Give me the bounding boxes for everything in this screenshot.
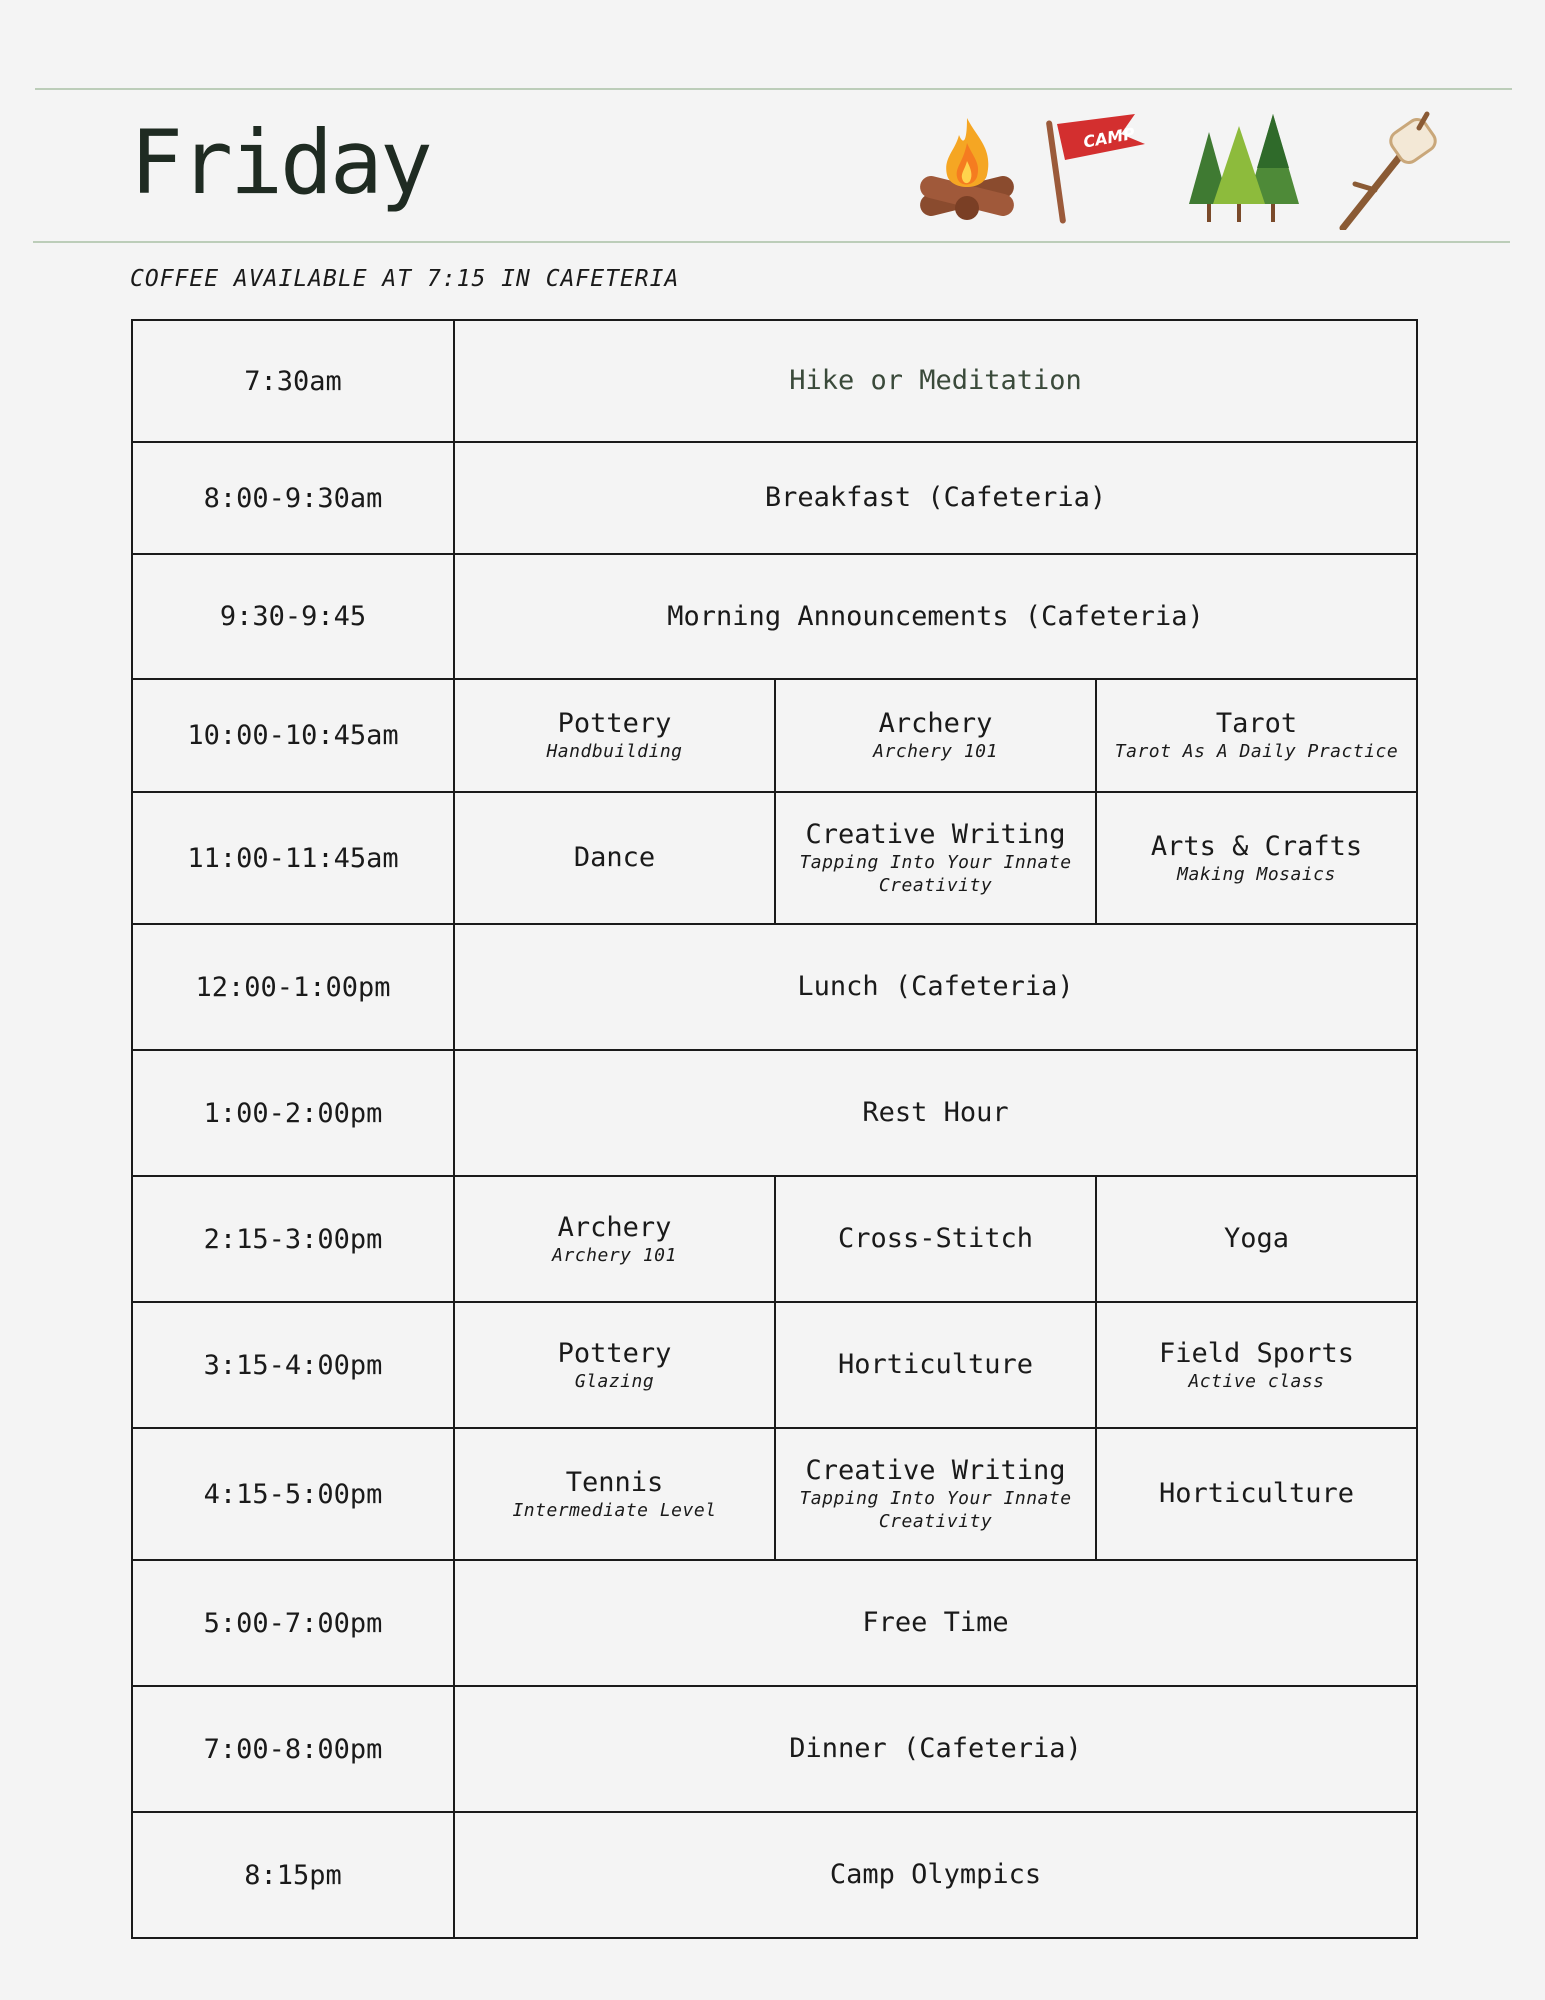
activity-cell [1096, 1428, 1417, 1560]
schedule-row [132, 554, 1417, 679]
activity-name: Yoga [1223, 1223, 1290, 1254]
activity-name: Archery [878, 708, 993, 739]
activity-cell [775, 679, 1096, 792]
activity-cell [454, 1302, 775, 1428]
time-cell: 9:30-9:45 [132, 554, 454, 679]
time-cell: 4:15-5:00pm [132, 1428, 454, 1560]
activity-cell [454, 924, 1417, 1050]
activity-name: Tennis [565, 1466, 664, 1498]
activity-name: Morning Announcements (Cafeteria) [667, 600, 1204, 632]
activity-name: Tarot [1215, 708, 1298, 739]
activity-name: Dinner (Cafeteria) [789, 1733, 1082, 1764]
schedule-row [132, 679, 1417, 792]
activity-cell [454, 679, 775, 792]
activity-name: Horticulture [837, 1349, 1034, 1380]
time-cell: 2:15-3:00pm [132, 1176, 454, 1302]
activity-name: Pottery [557, 1337, 672, 1369]
time-cell: 5:00-7:00pm [132, 1560, 454, 1686]
activity-name: Free Time [862, 1607, 1009, 1638]
activity-name: Dance [573, 842, 656, 873]
activity-cell [454, 792, 775, 924]
activity-cell [454, 554, 1417, 679]
time-cell: 3:15-4:00pm [132, 1302, 454, 1428]
activity-cell [454, 1050, 1417, 1176]
time-cell: 8:15pm [132, 1812, 454, 1938]
schedule-row [132, 1176, 1417, 1302]
activity-cell [775, 1302, 1096, 1428]
activity-name: Creative Writing [805, 1455, 1066, 1486]
schedule-row [132, 1812, 1417, 1938]
activity-cell [454, 442, 1417, 554]
activity-cell [454, 1560, 1417, 1686]
time-cell: 10:00-10:45am [132, 679, 454, 792]
activity-cell [1096, 679, 1417, 792]
activity-name: Hike or Meditation [789, 365, 1082, 396]
activity-name: Creative Writing [805, 819, 1066, 850]
camp-flag-icon [1043, 108, 1161, 226]
schedule-row [132, 1686, 1417, 1812]
activity-cell [454, 1812, 1417, 1938]
time-cell: 8:00-9:30am [132, 442, 454, 554]
activity-name: Pottery [557, 708, 672, 739]
schedule-row [132, 1560, 1417, 1686]
activity-name: Archery [557, 1211, 672, 1243]
marshmallow-stick-icon [1335, 110, 1445, 230]
activity-name: Horticulture [1158, 1478, 1355, 1509]
activity-subtitle: Intermediate Level [512, 1499, 717, 1521]
activity-cell [454, 1428, 775, 1560]
activity-cell [1096, 1176, 1417, 1302]
schedule-row [132, 442, 1417, 554]
activity-subtitle: Archery 101 [873, 741, 998, 762]
schedule-row [132, 924, 1417, 1050]
schedule-row [132, 320, 1417, 442]
header-bottom-rule [33, 241, 1510, 243]
activity-name: Camp Olympics [829, 1859, 1042, 1890]
activity-name: Rest Hour [862, 1097, 1009, 1128]
time-cell: 1:00-2:00pm [132, 1050, 454, 1176]
activity-name: Breakfast (Cafeteria) [764, 482, 1107, 513]
activity-cell [454, 1686, 1417, 1812]
activity-cell [775, 1176, 1096, 1302]
schedule-table [131, 319, 1418, 1939]
activity-cell [1096, 1302, 1417, 1428]
page-title: Friday [130, 111, 430, 214]
pine-trees-icon [1185, 108, 1305, 228]
schedule-row [132, 792, 1417, 924]
time-cell: 12:00-1:00pm [132, 924, 454, 1050]
time-cell: 7:30am [132, 320, 454, 442]
schedule-body [132, 320, 1417, 1938]
activity-subtitle: Making Mosaics [1177, 863, 1336, 885]
campfire-icon [915, 113, 1020, 223]
schedule-row [132, 1302, 1417, 1428]
coffee-note: COFFEE AVAILABLE AT 7:15 IN CAFETERIA [130, 266, 680, 292]
schedule-row [132, 1050, 1417, 1176]
activity-subtitle: Tapping Into Your Innate Creativity [799, 852, 1072, 896]
activity-name: Field Sports [1158, 1337, 1355, 1369]
activity-name: Cross-Stitch [837, 1223, 1034, 1254]
activity-cell [454, 1176, 775, 1302]
activity-subtitle: Archery 101 [552, 1244, 677, 1266]
activity-cell [775, 792, 1096, 924]
time-cell: 11:00-11:45am [132, 792, 454, 924]
activity-cell [454, 320, 1417, 442]
activity-subtitle: Handbuilding [546, 741, 683, 762]
activity-name: Lunch (Cafeteria) [797, 971, 1074, 1002]
activity-subtitle: Tarot As A Daily Practice [1114, 741, 1399, 762]
activity-cell [775, 1428, 1096, 1560]
header-top-rule [35, 88, 1512, 90]
schedule-row [132, 1428, 1417, 1560]
activity-name: Arts & Crafts [1150, 830, 1363, 862]
flag-label: CAMP [1081, 123, 1137, 152]
activity-subtitle: Glazing [574, 1370, 655, 1392]
activity-subtitle: Active class [1188, 1370, 1325, 1392]
time-cell: 7:00-8:00pm [132, 1686, 454, 1812]
activity-subtitle: Tapping Into Your Innate Creativity [799, 1488, 1072, 1532]
activity-cell [1096, 792, 1417, 924]
